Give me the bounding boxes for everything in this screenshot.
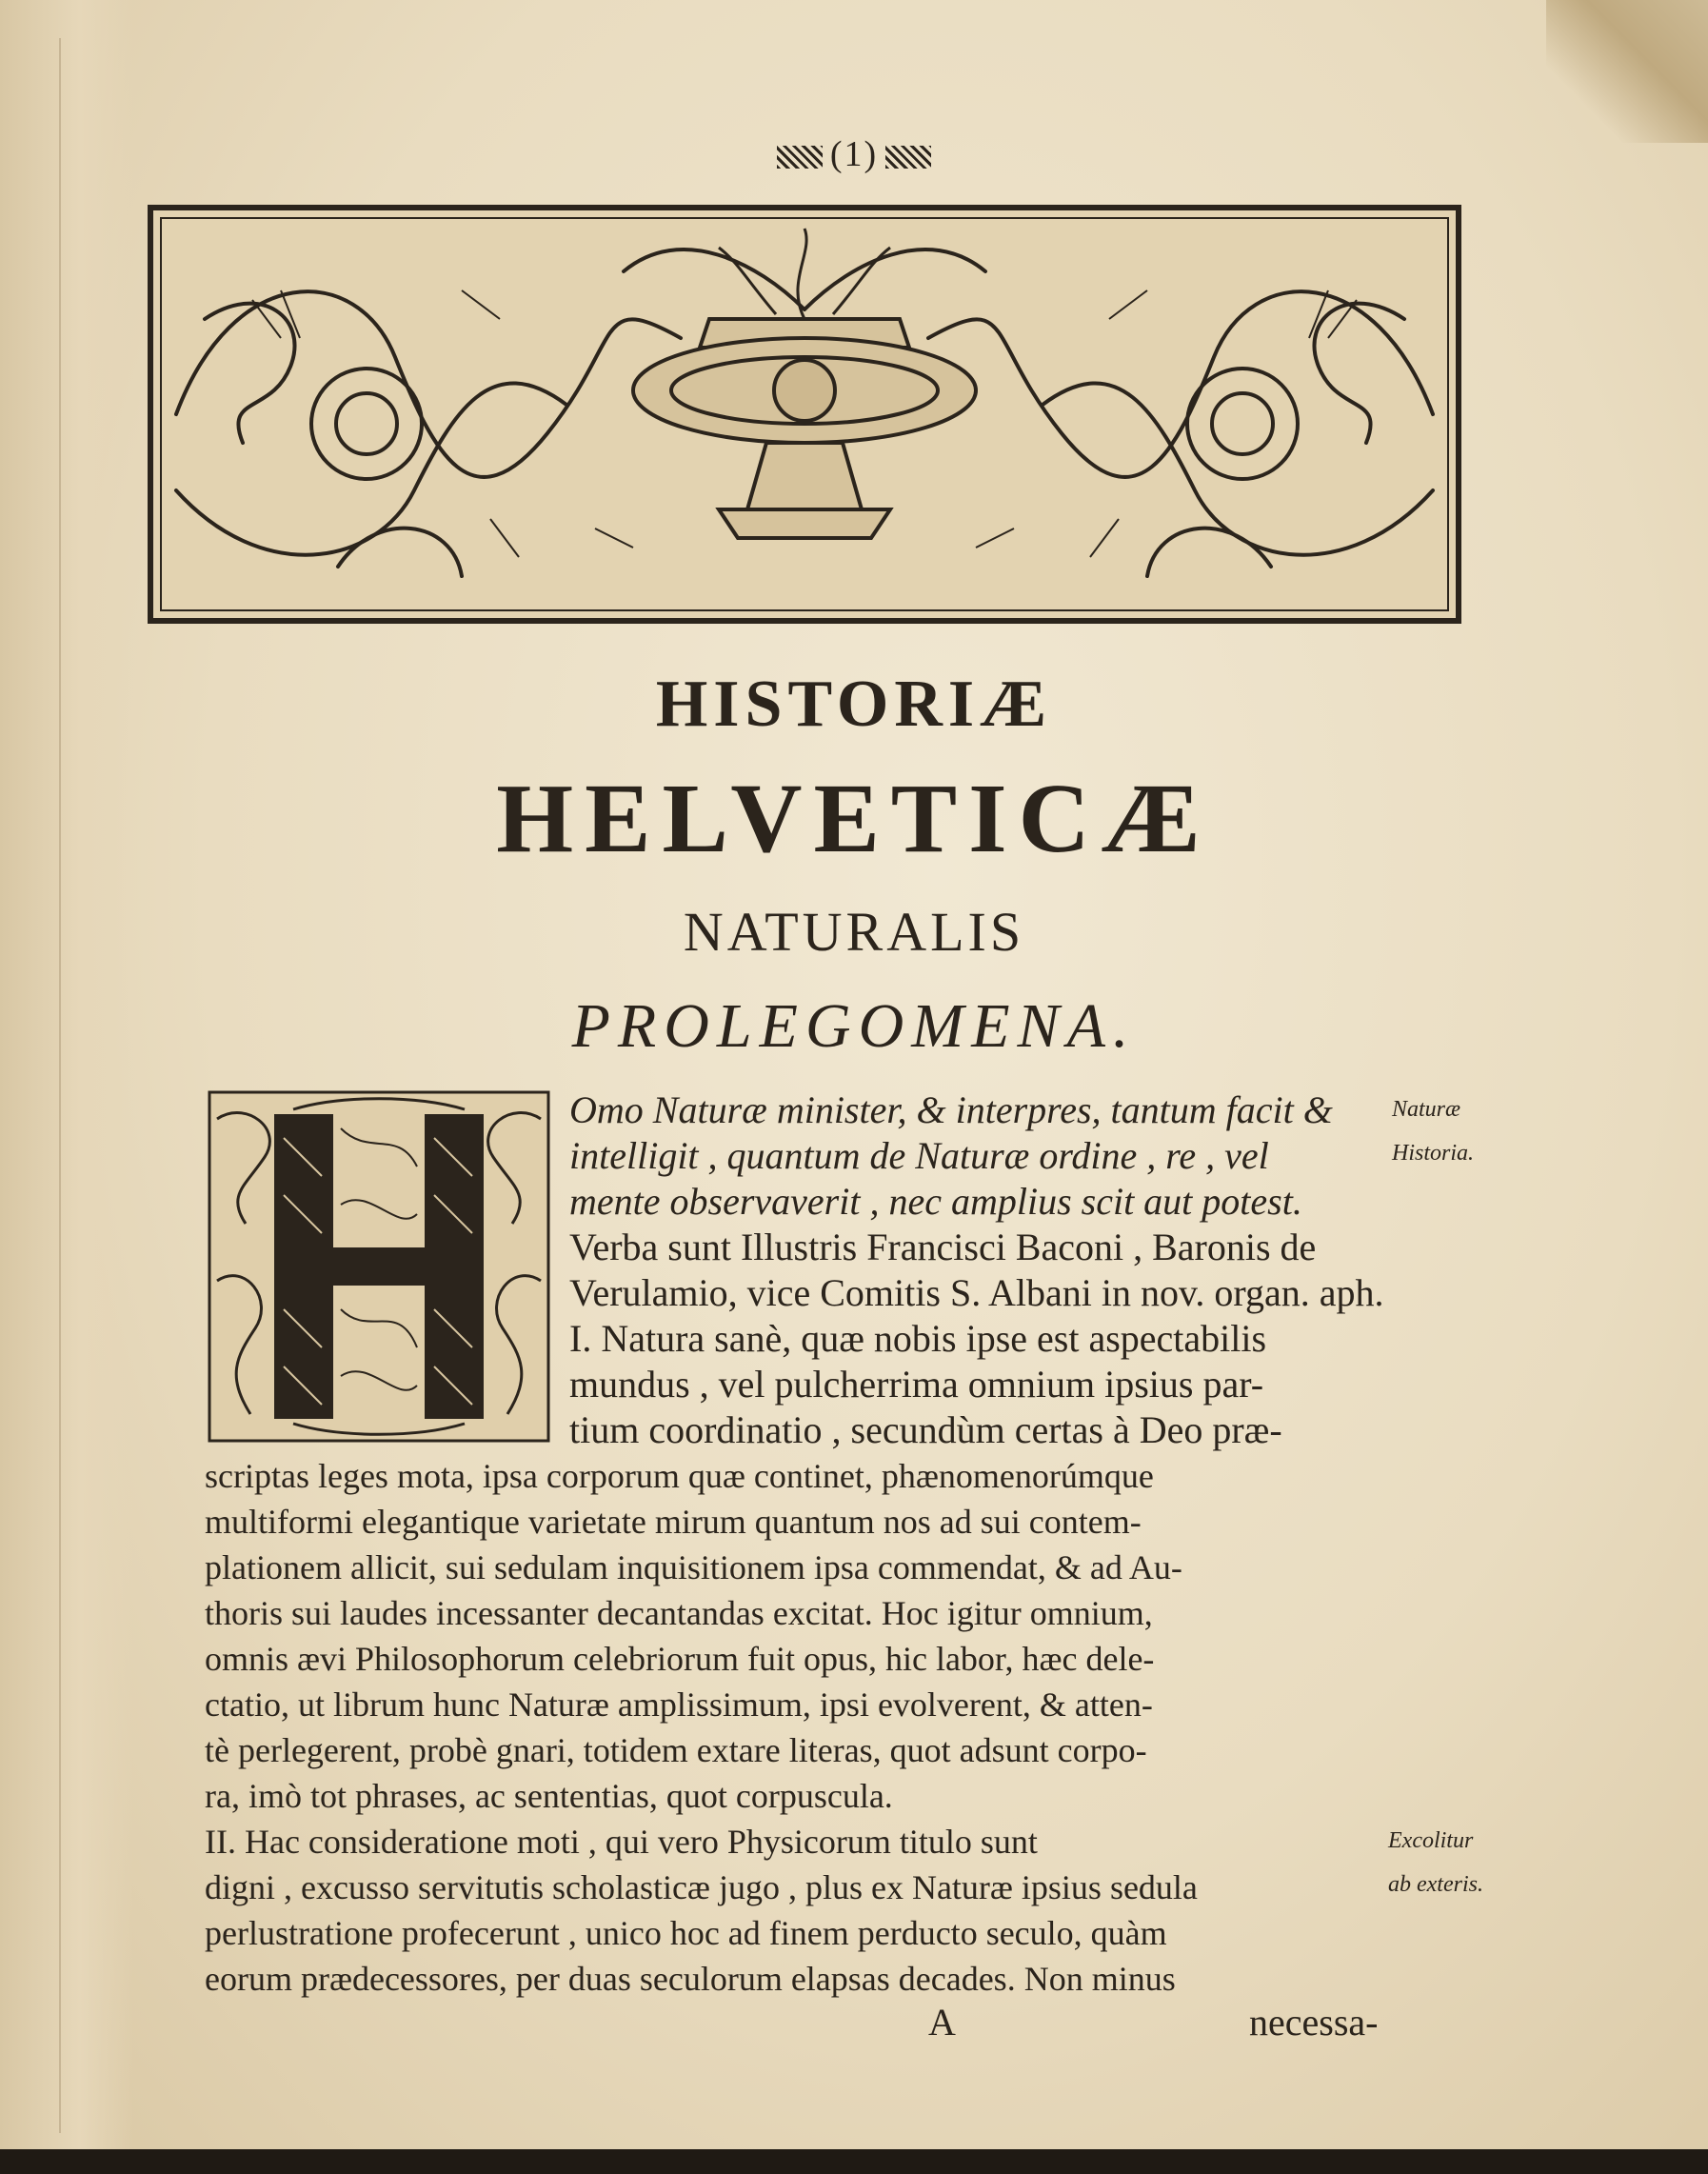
text-line: intelligit , quantum de Naturæ ordine , re , vel: [569, 1134, 1269, 1177]
text-line: mente observaverit , nec amplius scit aut potest.: [569, 1180, 1302, 1223]
text-line: II. Hac consideratione moti , qui vero Physicorum titulo sunt: [205, 1823, 1038, 1861]
margin-note: ab exteris.: [1388, 1872, 1483, 1897]
text-line: Omo Naturæ minister, & interpres, tantum facit &: [569, 1088, 1333, 1131]
decorative-headpiece: [148, 205, 1461, 624]
ornament-right-icon: [885, 146, 931, 169]
signature-mark: A: [928, 2001, 956, 2044]
margin-note: Excolitur: [1388, 1828, 1474, 1853]
gutter-shadow: [59, 38, 61, 2133]
text-line: eorum prædecessores, per duas seculorum elapsas decades. Non minus: [205, 1960, 1176, 1998]
text-line: perlustratione profecerunt , unico hoc ad finem perducto seculo, quàm: [205, 1914, 1167, 1952]
page-bottom-edge: [0, 2149, 1708, 2174]
text-line: scriptas leges mota, ipsa corporum quæ continet, phænomenorúmque: [205, 1457, 1154, 1495]
catchword: necessa-: [1249, 2001, 1379, 2044]
text-line: tium coordinatio , secundùm certas à Deo præ-: [569, 1408, 1282, 1451]
text-line: Verulamio, vice Comitis S. Albani in nov. organ. aph.: [569, 1271, 1384, 1314]
margin-note: Historia.: [1392, 1141, 1475, 1166]
title-line-3: NATURALIS: [683, 901, 1025, 963]
text-line: ctatio, ut librum hunc Naturæ amplissimum, ipsi evolverent, & atten-: [205, 1685, 1153, 1724]
text-line: digni , excusso servitutis scholasticæ jugo , plus ex Naturæ ipsius sedula: [205, 1868, 1198, 1906]
text-line: mundus , vel pulcherrima omnium ipsius par-: [569, 1363, 1264, 1406]
title-line-4: PROLEGOMENA.: [571, 991, 1137, 1061]
page-number-text: (1): [829, 134, 879, 174]
decorated-initial: [208, 1090, 550, 1443]
text-line: thoris sui laudes incessanter decantandas excitat. Hoc igitur omnium,: [205, 1594, 1153, 1632]
text-line: multiformi elegantique varietate mirum quantum nos ad sui contem-: [205, 1503, 1142, 1541]
text-line: I. Natura sanè, quæ nobis ipse est aspectabilis: [569, 1317, 1267, 1360]
text-line: tè perlegerent, probè gnari, totidem extare literas, quot adsunt corpo-: [205, 1731, 1147, 1769]
text-line: Verba sunt Illustris Francisci Baconi , Baronis de: [569, 1226, 1317, 1268]
page-gutter: [0, 0, 133, 2174]
title-line-2: HELVETICÆ: [496, 764, 1212, 873]
page-number: [0, 133, 1708, 175]
folded-corner: [1546, 0, 1708, 143]
title-line-1: HISTORIÆ: [655, 668, 1053, 741]
margin-note: Naturæ: [1392, 1097, 1461, 1122]
text-line: omnis ævi Philosophorum celebriorum fuit opus, hic labor, hæc dele-: [205, 1640, 1155, 1678]
text-line: plationem allicit, sui sedulam inquisitionem ipsa commendat, & ad Au-: [205, 1548, 1182, 1586]
text-line: ra, imò tot phrases, ac sententias, quot corpuscula.: [205, 1777, 893, 1815]
ornament-left-icon: [777, 146, 823, 169]
